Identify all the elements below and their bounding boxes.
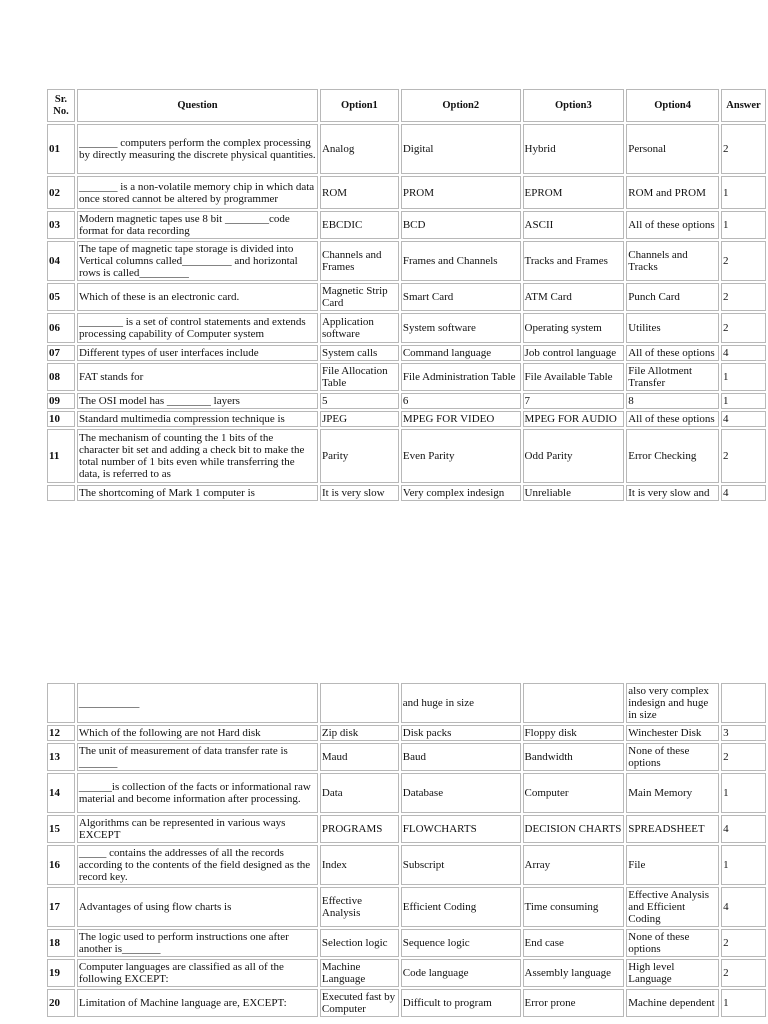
- option4-cell: 8: [626, 393, 719, 409]
- header-answer: Answer: [721, 89, 766, 122]
- option1-cell: Parity: [320, 429, 399, 483]
- answer-cell: 4: [721, 485, 766, 501]
- option1-cell: JPEG: [320, 411, 399, 427]
- question-cell: ___________: [77, 683, 318, 723]
- table-row: [47, 959, 766, 987]
- sr-cell: 10: [47, 411, 75, 427]
- table-row: [47, 241, 766, 281]
- answer-cell: 1: [721, 363, 766, 391]
- table-row: [47, 411, 766, 427]
- question-cell: The logic used to perform instructions one after another is_______: [77, 929, 318, 957]
- sr-cell: 20: [47, 989, 75, 1017]
- option4-cell: Main Memory: [626, 773, 719, 813]
- option2-cell: Subscript: [401, 845, 521, 885]
- option1-cell: PROGRAMS: [320, 815, 399, 843]
- question-cell: Advantages of using flow charts is: [77, 887, 318, 927]
- option1-cell: Effective Analysis: [320, 887, 399, 927]
- sr-cell: 15: [47, 815, 75, 843]
- table-row: [47, 485, 766, 501]
- question-cell: Computer languages are classified as all of the following EXCEPT:: [77, 959, 318, 987]
- option2-cell: Baud: [401, 743, 521, 771]
- option3-cell: MPEG FOR AUDIO: [523, 411, 625, 427]
- sr-cell: 06: [47, 313, 75, 343]
- option4-cell: Error Checking: [626, 429, 719, 483]
- option1-cell: File Allocation Table: [320, 363, 399, 391]
- sr-cell: 07: [47, 345, 75, 361]
- option4-cell: Personal: [626, 124, 719, 174]
- option1-cell: Analog: [320, 124, 399, 174]
- table-row: [47, 283, 766, 311]
- option4-cell: also very complex indesign and huge in size: [626, 683, 719, 723]
- answer-cell: 4: [721, 411, 766, 427]
- option4-cell: Effective Analysis and Efficient Coding: [626, 887, 719, 927]
- question-cell: Limitation of Machine language are, EXCEPT:: [77, 989, 318, 1017]
- table-row: [47, 887, 766, 927]
- option4-cell: ROM and PROM: [626, 176, 719, 209]
- option4-cell: All of these options: [626, 211, 719, 239]
- option4-cell: None of these options: [626, 929, 719, 957]
- header-option3: Option3: [523, 89, 625, 122]
- option4-cell: Winchester Disk: [626, 725, 719, 741]
- table-row: [47, 124, 766, 174]
- table-row: [47, 393, 766, 409]
- question-cell: ______is collection of the facts or informational raw material and become information after processing.: [77, 773, 318, 813]
- question-cell: Algorithms can be represented in various ways EXCEPT: [77, 815, 318, 843]
- option3-cell: [523, 683, 625, 723]
- option2-cell: Difficult to program: [401, 989, 521, 1017]
- option1-cell: ROM: [320, 176, 399, 209]
- option2-cell: BCD: [401, 211, 521, 239]
- question-cell: Different types of user interfaces include: [77, 345, 318, 361]
- option3-cell: Job control language: [523, 345, 625, 361]
- option1-cell: It is very slow: [320, 485, 399, 501]
- sr-cell: 01: [47, 124, 75, 174]
- question-cell: The mechanism of counting the 1 bits of the character bit set and adding a check bit to make the total number of 1 bits even while transferring the data, is referred to as: [77, 429, 318, 483]
- table-row: [47, 211, 766, 239]
- option1-cell: [320, 683, 399, 723]
- sr-cell: 09: [47, 393, 75, 409]
- sr-cell: 05: [47, 283, 75, 311]
- table-row: [47, 743, 766, 771]
- option2-cell: Digital: [401, 124, 521, 174]
- option3-cell: Assembly language: [523, 959, 625, 987]
- answer-cell: 2: [721, 743, 766, 771]
- sr-cell: 18: [47, 929, 75, 957]
- answer-cell: 2: [721, 283, 766, 311]
- option3-cell: ASCII: [523, 211, 625, 239]
- option4-cell: Channels and Tracks: [626, 241, 719, 281]
- question-cell: The shortcoming of Mark 1 computer is: [77, 485, 318, 501]
- option2-cell: 6: [401, 393, 521, 409]
- option3-cell: Hybrid: [523, 124, 625, 174]
- option3-cell: End case: [523, 929, 625, 957]
- header-option2: Option2: [401, 89, 521, 122]
- question-cell: ________ is a set of control statements and extends processing capability of Computer system: [77, 313, 318, 343]
- table-row: [47, 989, 766, 1017]
- option4-cell: High level Language: [626, 959, 719, 987]
- sr-cell: 16: [47, 845, 75, 885]
- option2-cell: Command language: [401, 345, 521, 361]
- option2-cell: Sequence logic: [401, 929, 521, 957]
- question-cell: _____ contains the addresses of all the records according to the contents of the field designed as the record key.: [77, 845, 318, 885]
- option1-cell: Maud: [320, 743, 399, 771]
- question-cell: Which of these is an electronic card.: [77, 283, 318, 311]
- option4-cell: SPREADSHEET: [626, 815, 719, 843]
- question-cell: The unit of measurement of data transfer rate is _______: [77, 743, 318, 771]
- option2-cell: Code language: [401, 959, 521, 987]
- option1-cell: Channels and Frames: [320, 241, 399, 281]
- answer-cell: 2: [721, 241, 766, 281]
- answer-cell: 1: [721, 393, 766, 409]
- option4-cell: All of these options: [626, 345, 719, 361]
- option3-cell: ATM Card: [523, 283, 625, 311]
- table-row: [47, 345, 766, 361]
- option3-cell: EPROM: [523, 176, 625, 209]
- option1-cell: Machine Language: [320, 959, 399, 987]
- questions-table-1: [45, 87, 768, 503]
- question-cell: The OSI model has ________ layers: [77, 393, 318, 409]
- table-row: [47, 845, 766, 885]
- option3-cell: Array: [523, 845, 625, 885]
- option3-cell: Tracks and Frames: [523, 241, 625, 281]
- option3-cell: Error prone: [523, 989, 625, 1017]
- table-1-body: [47, 124, 766, 501]
- table-row: [47, 725, 766, 741]
- option3-cell: Floppy disk: [523, 725, 625, 741]
- header-sr-no: Sr. No.: [47, 89, 75, 122]
- option4-cell: It is very slow and: [626, 485, 719, 501]
- answer-cell: [721, 683, 766, 723]
- table-2-body: [47, 683, 766, 1017]
- sr-cell: 19: [47, 959, 75, 987]
- option1-cell: Zip disk: [320, 725, 399, 741]
- option3-cell: Odd Parity: [523, 429, 625, 483]
- question-cell: _______ computers perform the complex processing by directly measuring the discrete physical quantities.: [77, 124, 318, 174]
- header-question: Question: [77, 89, 318, 122]
- answer-cell: 2: [721, 929, 766, 957]
- option2-cell: FLOWCHARTS: [401, 815, 521, 843]
- answer-cell: 1: [721, 176, 766, 209]
- table-row: [47, 773, 766, 813]
- answer-cell: 4: [721, 815, 766, 843]
- sr-cell: [47, 683, 75, 723]
- option4-cell: File: [626, 845, 719, 885]
- sr-cell: 12: [47, 725, 75, 741]
- option4-cell: Punch Card: [626, 283, 719, 311]
- option3-cell: Operating system: [523, 313, 625, 343]
- table-row: [47, 815, 766, 843]
- option2-cell: Even Parity: [401, 429, 521, 483]
- answer-cell: 1: [721, 773, 766, 813]
- option3-cell: Bandwidth: [523, 743, 625, 771]
- option1-cell: Application software: [320, 313, 399, 343]
- question-cell: Which of the following are not Hard disk: [77, 725, 318, 741]
- questions-table-2: [45, 681, 768, 1019]
- answer-cell: 1: [721, 845, 766, 885]
- option1-cell: Executed fast by Computer: [320, 989, 399, 1017]
- table-row: [47, 683, 766, 723]
- question-cell: Modern magnetic tapes use 8 bit ________code format for data recording: [77, 211, 318, 239]
- option1-cell: Data: [320, 773, 399, 813]
- question-cell: FAT stands for: [77, 363, 318, 391]
- answer-cell: 2: [721, 313, 766, 343]
- option3-cell: DECISION CHARTS: [523, 815, 625, 843]
- option2-cell: Frames and Channels: [401, 241, 521, 281]
- option2-cell: Very complex indesign: [401, 485, 521, 501]
- sr-cell: 02: [47, 176, 75, 209]
- answer-cell: 4: [721, 887, 766, 927]
- option3-cell: File Available Table: [523, 363, 625, 391]
- option4-cell: File Allotment Transfer: [626, 363, 719, 391]
- option2-cell: Smart Card: [401, 283, 521, 311]
- answer-cell: 4: [721, 345, 766, 361]
- answer-cell: 2: [721, 959, 766, 987]
- option4-cell: Machine dependent: [626, 989, 719, 1017]
- sr-cell: 17: [47, 887, 75, 927]
- option3-cell: Time consuming: [523, 887, 625, 927]
- option1-cell: System calls: [320, 345, 399, 361]
- option1-cell: 5: [320, 393, 399, 409]
- answer-cell: 2: [721, 429, 766, 483]
- answer-cell: 3: [721, 725, 766, 741]
- sr-cell: 04: [47, 241, 75, 281]
- option3-cell: 7: [523, 393, 625, 409]
- option2-cell: Efficient Coding: [401, 887, 521, 927]
- answer-cell: 1: [721, 989, 766, 1017]
- table-header-row: [47, 89, 766, 122]
- table-row: [47, 176, 766, 209]
- table-row: [47, 313, 766, 343]
- option2-cell: and huge in size: [401, 683, 521, 723]
- sr-cell: 03: [47, 211, 75, 239]
- option1-cell: Selection logic: [320, 929, 399, 957]
- option2-cell: File Administration Table: [401, 363, 521, 391]
- sr-cell: 08: [47, 363, 75, 391]
- answer-cell: 2: [721, 124, 766, 174]
- option3-cell: Computer: [523, 773, 625, 813]
- answer-cell: 1: [721, 211, 766, 239]
- option2-cell: Database: [401, 773, 521, 813]
- option2-cell: System software: [401, 313, 521, 343]
- option2-cell: MPEG FOR VIDEO: [401, 411, 521, 427]
- option1-cell: Magnetic Strip Card: [320, 283, 399, 311]
- sr-cell: 14: [47, 773, 75, 813]
- header-option4: Option4: [626, 89, 719, 122]
- option2-cell: Disk packs: [401, 725, 521, 741]
- option1-cell: Index: [320, 845, 399, 885]
- option4-cell: Utilites: [626, 313, 719, 343]
- option2-cell: PROM: [401, 176, 521, 209]
- question-cell: The tape of magnetic tape storage is divided into Vertical columns called_________ and horizontal rows is called_________: [77, 241, 318, 281]
- option3-cell: Unreliable: [523, 485, 625, 501]
- sr-cell: [47, 485, 75, 501]
- option1-cell: EBCDIC: [320, 211, 399, 239]
- question-cell: Standard multimedia compression technique is: [77, 411, 318, 427]
- option4-cell: None of these options: [626, 743, 719, 771]
- sr-cell: 13: [47, 743, 75, 771]
- sr-cell: 11: [47, 429, 75, 483]
- question-cell: _______ is a non-volatile memory chip in which data once stored cannot be altered by programmer: [77, 176, 318, 209]
- header-option1: Option1: [320, 89, 399, 122]
- table-row: [47, 929, 766, 957]
- table-row: [47, 429, 766, 483]
- table-row: [47, 363, 766, 391]
- option4-cell: All of these options: [626, 411, 719, 427]
